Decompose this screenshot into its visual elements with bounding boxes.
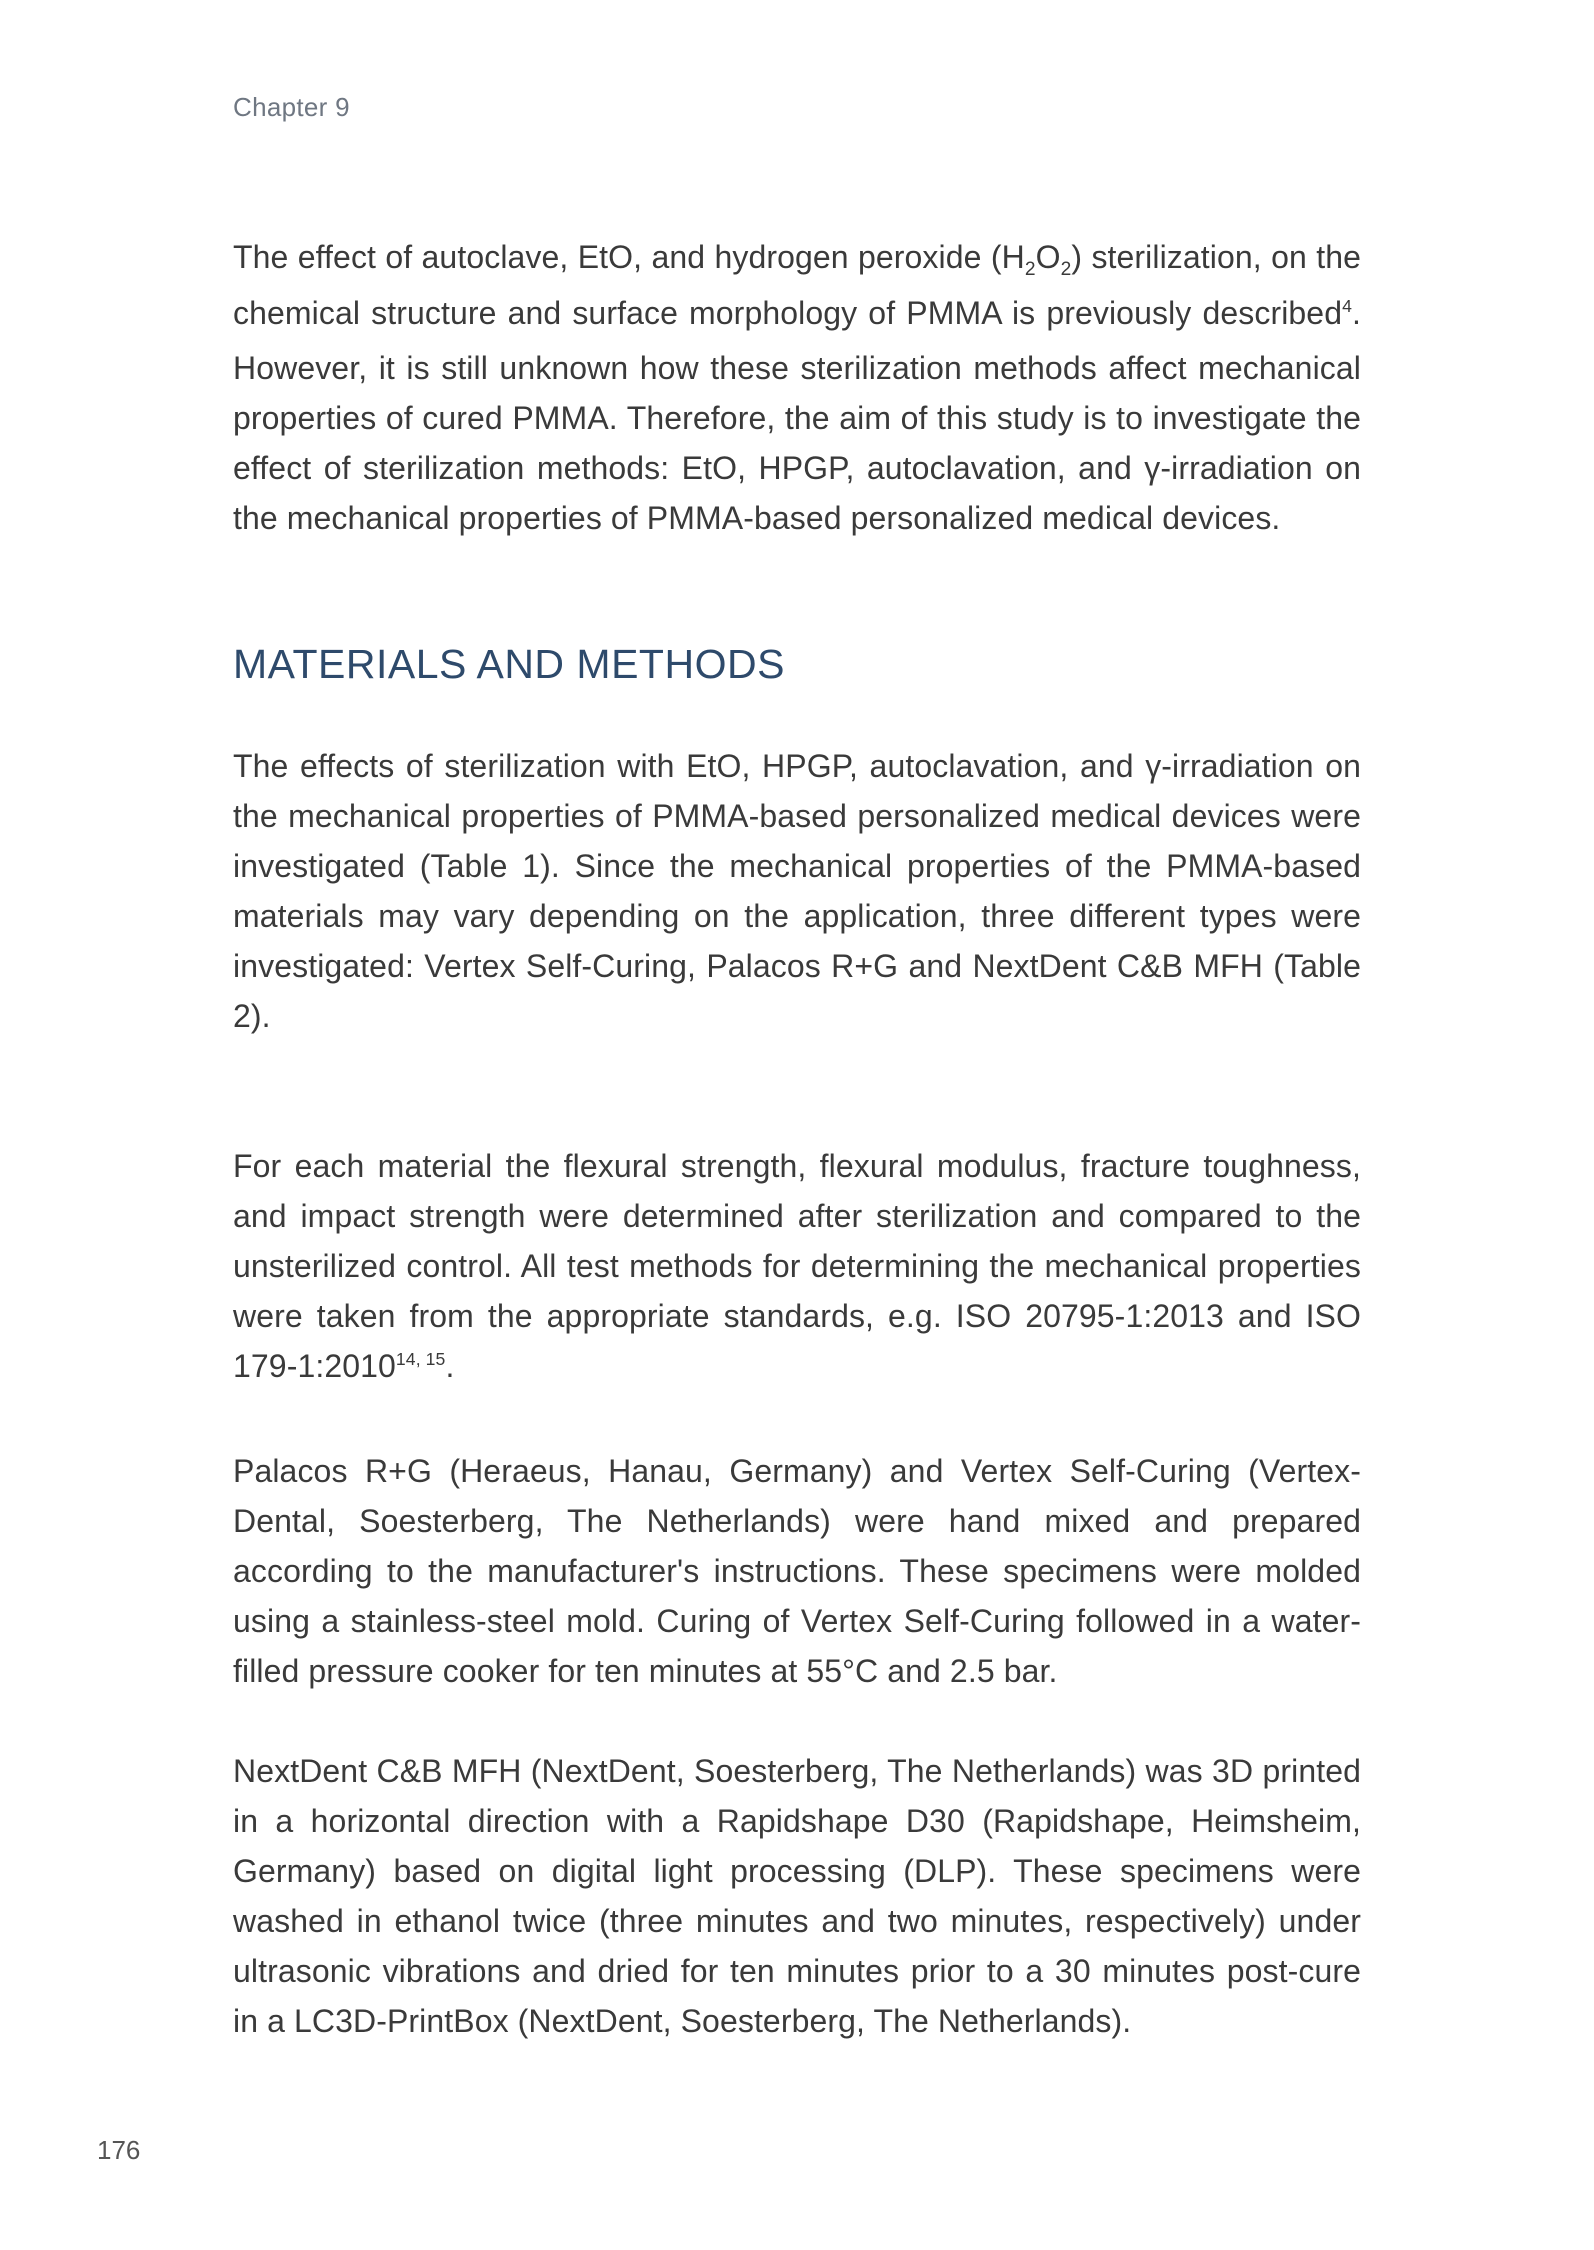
subscript-2a: 2 [1024, 258, 1036, 280]
intro-text-2: O [1035, 239, 1061, 275]
page-number: 176 [97, 2135, 141, 2165]
intro-paragraph [233, 232, 1361, 543]
citation-4: 4 [1342, 295, 1352, 316]
section-heading: MATERIALS AND METHODS [233, 641, 785, 687]
methods-paragraph-2-end: . [445, 1348, 455, 1384]
methods-paragraph-4: NextDent C&B MFH (NextDent, Soesterberg, The Netherlands) was 3D printed in a horizontal direction with a Rapidshape D30 (Rapidshape, Heimsheim, Germany) based on digital light processing (DLP). These specimens were washed in ethanol twice (three minutes and two minutes, respectively) under ultrasonic vibrations and dried for ten minutes prior to a 30 minutes post-cure in a LC3D-PrintBox (NextDent, Soesterberg, The Netherlands). [233, 1753, 1361, 2039]
intro-text-1: The effect of autoclave, EtO, and hydrogen peroxide (H [233, 239, 1025, 275]
intro-text-4: . However, it is still unknown how these sterilization methods affect mechanical properties of cured PMMA. Therefore, the aim of this study is to investigate the effect of sterilization methods: EtO, HPGP, autoclavation, and γ-irradiation on the mechanical properties of PMMA-based personalized medical devices. [233, 295, 1361, 536]
intro-text-3: ) sterilization, on the chemical structure and surface morphology of PMMA is previously described [233, 239, 1361, 331]
page-content [233, 232, 1361, 2046]
methods-paragraph-1: The effects of sterilization with EtO, HPGP, autoclavation, and γ-irradiation on the mechanical properties of PMMA-based personalized medical devices were investigated (Table 1). Since the mechanical properties of the PMMA-based materials may vary depending on the application, three different types were investigated: Vertex Self-Curing, Palacos R+G and NextDent C&B MFH (Table 2). [233, 748, 1361, 1034]
methods-paragraph-3: Palacos R+G (Heraeus, Hanau, Germany) and Vertex Self-Curing (Vertex-Dental, Soesterberg, The Netherlands) were hand mixed and prepared according to the manufacturer's instructions. These specimens were molded using a stainless-steel mold. Curing of Vertex Self-Curing followed in a water-filled pressure cooker for ten minutes at 55°C and 2.5 bar. [233, 1453, 1361, 1689]
methods-paragraph-2-text: For each material the flexural strength, flexural modulus, fracture toughness, and impact strength were determined after sterilization and compared to the unsterilized control. All test methods for determining the mechanical properties were taken from the appropriate standards, e.g. ISO 20795-1:2013 and ISO 179-1:2010 [233, 1148, 1361, 1384]
running-header: Chapter 9 [233, 92, 350, 122]
citation-14-15: 14, 15 [395, 1348, 446, 1369]
subscript-2b: 2 [1060, 258, 1072, 280]
methods-paragraph-2 [233, 1141, 1361, 1396]
